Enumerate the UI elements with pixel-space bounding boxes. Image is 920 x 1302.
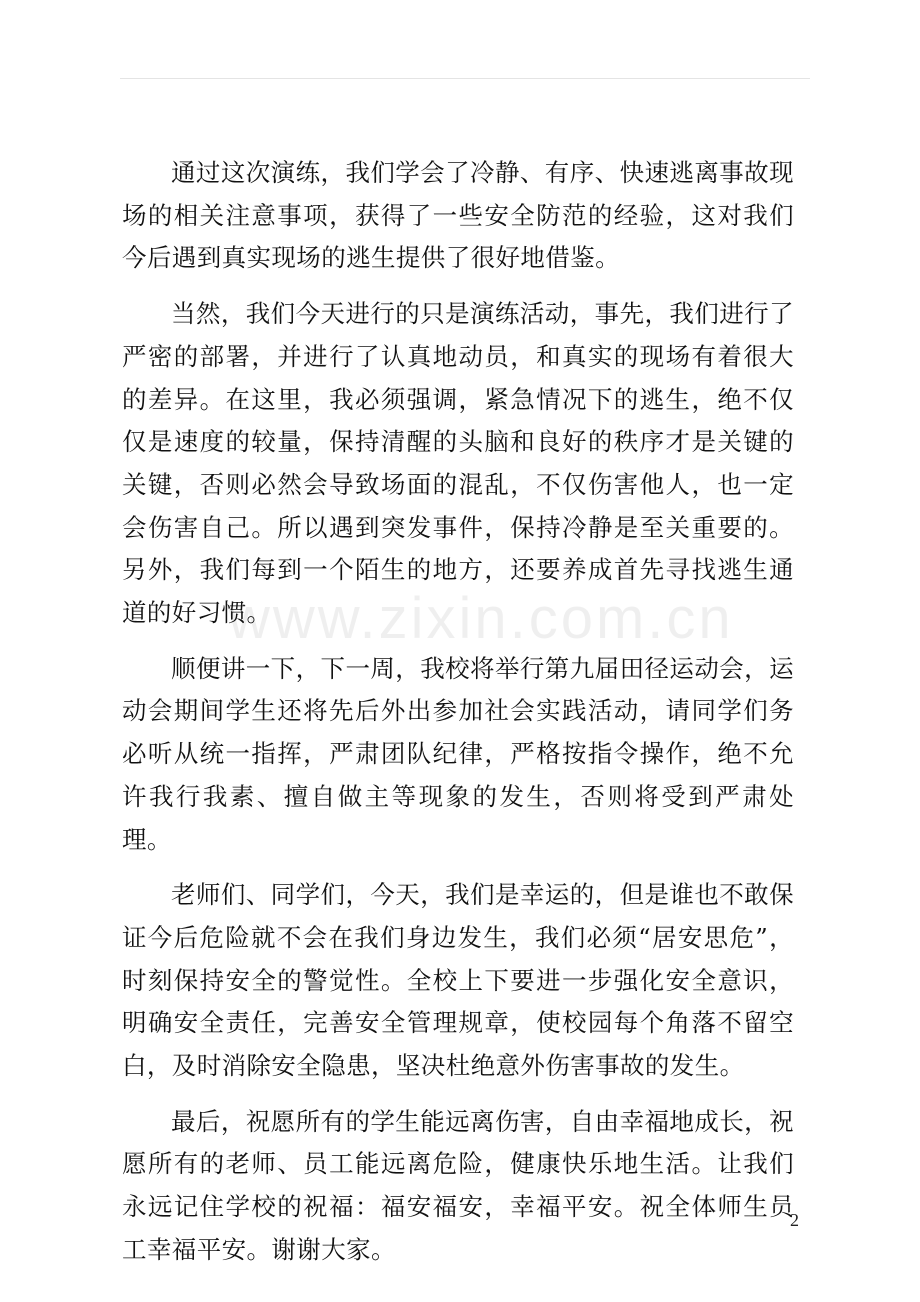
document-body <box>122 152 794 1285</box>
paragraph-sports-meet-notice: 顺便讲一下，下一周，我校将举行第九届田径运动会，运动会期间学生还将先后外出参加社会实践活动，请同学们务必听从统一指挥，严肃团队纪律，严格按指令操作，绝不允许我行我素、擅自做主等现象的发生，否则将受到严肃处理。 <box>122 653 794 854</box>
paragraph-safety-awareness: 老师们、同学们，今天，我们是幸运的，但是谁也不敢保证今后危险就不会在我们身边发生，我们必须“居安思危”，时刻保持安全的警觉性。全校上下要进一步强化安全意识，明确安全责任，完善安全管理规章，使校园每个角落不留空白，及时消除安全隐患，坚决杜绝意外伤害事故的发生。 <box>122 880 794 1081</box>
paragraph-closing-wishes: 最后，祝愿所有的学生能远离伤害，自由幸福地成长，祝愿所有的老师、员工能远离危险，健康快乐地生活。让我们永远记住学校的祝福：福安福安，幸福平安。祝全体师生员工幸福平安。谢谢大家。 <box>122 1106 794 1264</box>
page-number: 2 <box>790 1210 799 1230</box>
header-divider <box>120 78 810 79</box>
paragraph-drill-remarks: 当然，我们今天进行的只是演练活动，事先，我们进行了严密的部署，并进行了认真地动员，和真实的现场有着很大的差异。在这里，我必须强调，紧急情况下的逃生，绝不仅仅是速度的较量，保持清醒的头脑和良好的秩序才是关键的关键，否则必然会导致场面的混乱，不仅伤害他人，也一定会伤害自己。所以遇到突发事件，保持冷静是至关重要的。另外，我们每到一个陌生的地方，还要养成首先寻找逃生通道的好习惯。 <box>122 299 794 628</box>
watermark: www.zixin.com.cn <box>228 586 734 651</box>
paragraph-drill-summary: 通过这次演练，我们学会了冷静、有序、快速逃离事故现场的相关注意事项，获得了一些安全防范的经验，这对我们今后遇到真实现场的逃生提供了很好地借鉴。 <box>122 158 794 273</box>
